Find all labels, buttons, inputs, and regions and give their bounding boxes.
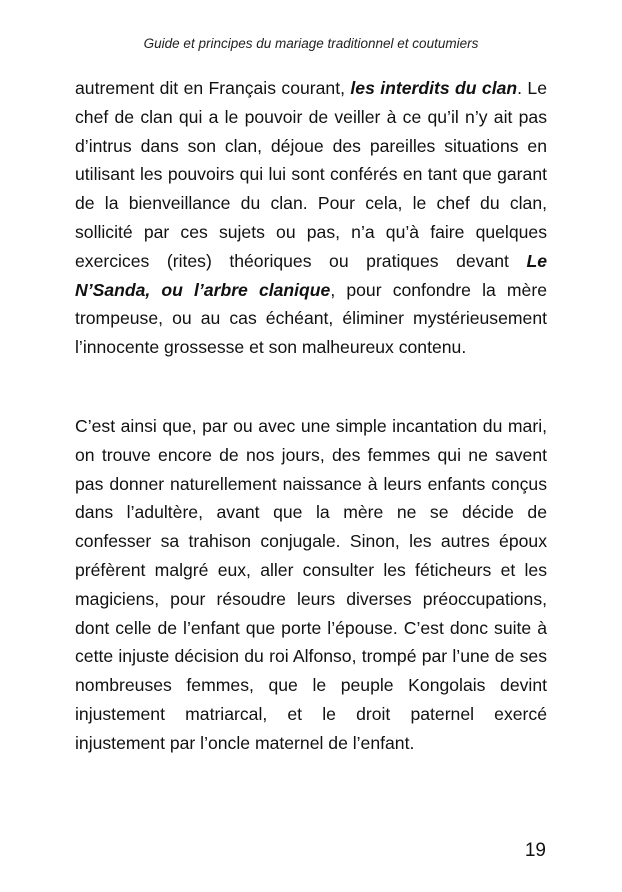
emphasis-interdits-du-clan: les interdits du clan <box>350 78 518 98</box>
paragraph-1-text-a: autrement dit en Français courant, <box>75 78 351 98</box>
page-number: 19 <box>524 840 546 861</box>
paragraph-1-text-b: . Le chef de clan qui a le pouvoir de veiller à ce qu’il n’y ait pas d’intrus dans son clan, déjoue des pareilles situations en utilisant les pouvoirs qui lui sont conférés en tant que garant de la bienveillance du clan. Pour cela, le chef du clan, sollicité par ces sujets ou pas, n’a qu’à faire quelques exercices (rites) théoriques ou pratiques devant <box>75 78 547 271</box>
paragraph-2: C’est ainsi que, par ou avec une simple incantation du mari, on trouve encore de nos jours, des femmes qui ne savent pas donner naturellement naissance à leurs enfants conçus dans l’adultère, avant que la mère ne se décide de confesser sa trahison conjugale. Sinon, les autres époux préfèrent malgré eux, aller consulter les féticheurs et les magiciens, pour résoudre leurs diverses préoccupations, dont celle de l’enfant que porte l’épouse. C’est donc suite à cette injuste décision du roi Alfonso, trompé par l’une de ses nombreuses femmes, que le peuple Kongolais devint injustement matriarcal, et le droit paternel exercé injustement par l’oncle maternel de l’enfant. <box>75 416 547 753</box>
running-header: Guide et principes du mariage traditionnel et coutumiers <box>143 36 479 51</box>
emphasis-nsanda: Le N’Sanda, ou l’arbre clanique <box>75 250 547 300</box>
paragraph-1 <box>75 74 547 362</box>
paragraph-1-text-c: , pour confondre la mère trompeuse, ou au cas échéant, éliminer mystérieusement l’innocente grossesse et son malheureux contenu. <box>75 279 547 358</box>
